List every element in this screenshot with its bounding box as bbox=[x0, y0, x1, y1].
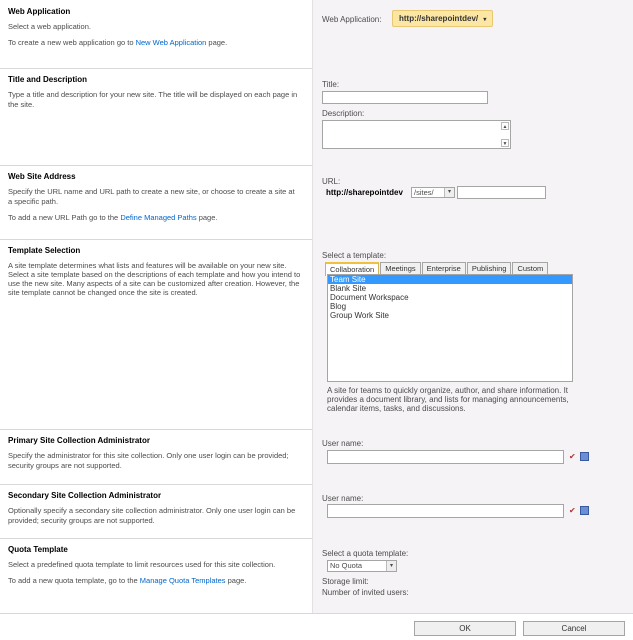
scroll-down-icon[interactable]: ▼ bbox=[502, 141, 508, 147]
desc-text: To create a new web application go to bbox=[8, 38, 134, 47]
secondary-admin-info bbox=[0, 484, 312, 538]
web-application-section bbox=[0, 0, 633, 69]
storage-limit-label: Storage limit: bbox=[322, 577, 369, 586]
web-application-info bbox=[0, 0, 312, 68]
quota-select[interactable] bbox=[327, 560, 397, 572]
title-input[interactable] bbox=[322, 91, 488, 104]
tab-meetings[interactable]: Meetings bbox=[380, 262, 420, 275]
invited-users-label: Number of invited users: bbox=[322, 588, 409, 597]
secondary-admin-controls bbox=[312, 484, 633, 538]
web-site-address-controls bbox=[312, 165, 633, 239]
web-site-address-desc: Specify the URL name and URL path to create a new site, or choose to create a site at a specific path. bbox=[8, 187, 295, 206]
chevron-down-icon: ▾ bbox=[444, 188, 454, 197]
scroll-up-icon[interactable]: ▲ bbox=[502, 124, 508, 130]
chevron-down-icon: ▾ bbox=[386, 561, 396, 571]
desc-text: To add a new quota template, go to the bbox=[8, 576, 138, 585]
define-managed-paths-link[interactable]: Define Managed Paths bbox=[120, 213, 197, 222]
primary-admin-desc: Specify the administrator for this site collection. Only one user login can be provided; security groups are not supported. bbox=[8, 451, 289, 470]
template-list[interactable] bbox=[327, 274, 573, 382]
quota-desc: Select a predefined quota template to limit resources used for this site collection. bbox=[8, 560, 276, 569]
template-selection-info bbox=[0, 239, 312, 429]
title-description-desc: Type a title and description for your new site. The title will be displayed on each page in the site. bbox=[8, 90, 298, 109]
web-site-address-section bbox=[0, 165, 633, 240]
desc-text: page. bbox=[198, 213, 218, 222]
tab-publishing[interactable]: Publishing bbox=[467, 262, 512, 275]
template-item-group-work-site[interactable]: Group Work Site bbox=[330, 311, 389, 320]
web-application-desc2 bbox=[8, 38, 304, 48]
desc-text: page. bbox=[227, 576, 247, 585]
template-item-blog[interactable]: Blog bbox=[330, 302, 347, 311]
desc-text: page. bbox=[208, 38, 228, 47]
web-site-address-title: Web Site Address bbox=[8, 172, 76, 181]
quota-title: Quota Template bbox=[8, 545, 68, 554]
secondary-admin-title: Secondary Site Collection Administrator bbox=[8, 491, 162, 500]
description-label: Description: bbox=[322, 109, 365, 118]
title-description-title: Title and Description bbox=[8, 75, 87, 84]
cancel-button[interactable]: Cancel bbox=[523, 621, 625, 636]
tab-custom[interactable]: Custom bbox=[512, 262, 548, 275]
url-name-input[interactable] bbox=[457, 186, 546, 199]
title-description-info bbox=[0, 68, 312, 165]
primary-user-input[interactable] bbox=[327, 450, 564, 464]
quota-info bbox=[0, 538, 312, 613]
address-book-icon[interactable] bbox=[580, 506, 589, 515]
primary-user-label: User name: bbox=[322, 439, 364, 448]
template-item-team-site[interactable]: Team Site bbox=[328, 275, 572, 284]
web-application-label: Web Application: bbox=[322, 15, 382, 24]
secondary-admin-desc: Optionally specify a secondary site collection administrator. Only one user login can be provided; security groups are not supported. bbox=[8, 506, 296, 525]
tab-collaboration[interactable]: Collaboration bbox=[325, 262, 379, 276]
template-item-blank-site[interactable]: Blank Site bbox=[330, 284, 367, 293]
template-selection-section bbox=[0, 239, 633, 430]
primary-admin-section bbox=[0, 429, 633, 485]
web-application-value: http://sharepointdev/ bbox=[399, 14, 479, 23]
primary-admin-controls bbox=[312, 429, 633, 484]
template-item-document-workspace[interactable]: Document Workspace bbox=[330, 293, 409, 302]
quota-select-label: Select a quota template: bbox=[322, 549, 409, 558]
title-description-controls bbox=[312, 68, 633, 165]
secondary-user-label: User name: bbox=[322, 494, 364, 503]
template-selection-title: Template Selection bbox=[8, 246, 81, 255]
quota-controls bbox=[312, 538, 633, 613]
url-path-select[interactable] bbox=[411, 187, 455, 198]
web-application-title: Web Application bbox=[8, 7, 71, 16]
url-prefix: http://sharepointdev bbox=[326, 188, 403, 197]
primary-admin-info bbox=[0, 429, 312, 484]
web-application-desc: Select a web application. bbox=[8, 22, 91, 31]
web-application-selector[interactable] bbox=[392, 10, 493, 27]
web-application-controls bbox=[312, 0, 633, 68]
web-site-address-desc2 bbox=[8, 213, 304, 223]
select-template-label: Select a template: bbox=[322, 251, 387, 260]
template-selection-desc: A site template determines what lists and features will be available on your new site. Select a site template based on the descriptions of each template and how you intend to use the new site. Many aspects of a site can be customized after creation. However, the site template cannot be changed once the site is created. bbox=[8, 261, 301, 297]
tab-enterprise[interactable]: Enterprise bbox=[422, 262, 466, 275]
primary-admin-title: Primary Site Collection Administrator bbox=[8, 436, 150, 445]
secondary-user-input[interactable] bbox=[327, 504, 564, 518]
template-description: A site for teams to quickly organize, author, and share information. It provides a document library, and lists for managing announcements, calendar items, tasks, and discussions. bbox=[327, 386, 569, 413]
quota-select-value: No Quota bbox=[330, 561, 363, 570]
template-selection-controls bbox=[312, 239, 633, 429]
web-site-address-info bbox=[0, 165, 312, 239]
desc-text: To add a new URL Path go to the bbox=[8, 213, 119, 222]
ok-button[interactable]: OK bbox=[414, 621, 516, 636]
manage-quota-templates-link[interactable]: Manage Quota Templates bbox=[139, 576, 226, 585]
title-label: Title: bbox=[322, 80, 340, 89]
quota-section bbox=[0, 538, 633, 614]
check-names-icon[interactable]: ✔ bbox=[569, 506, 576, 515]
title-description-section bbox=[0, 68, 633, 166]
new-web-application-link[interactable]: New Web Application bbox=[135, 38, 207, 47]
quota-desc2 bbox=[8, 576, 304, 586]
address-book-icon[interactable] bbox=[580, 452, 589, 461]
chevron-down-icon: ▾ bbox=[483, 17, 487, 23]
url-label: URL: bbox=[322, 177, 341, 186]
check-names-icon[interactable]: ✔ bbox=[569, 452, 576, 461]
secondary-admin-section bbox=[0, 484, 633, 539]
description-textarea[interactable] bbox=[322, 120, 511, 149]
url-path-value: /sites/ bbox=[414, 188, 434, 197]
